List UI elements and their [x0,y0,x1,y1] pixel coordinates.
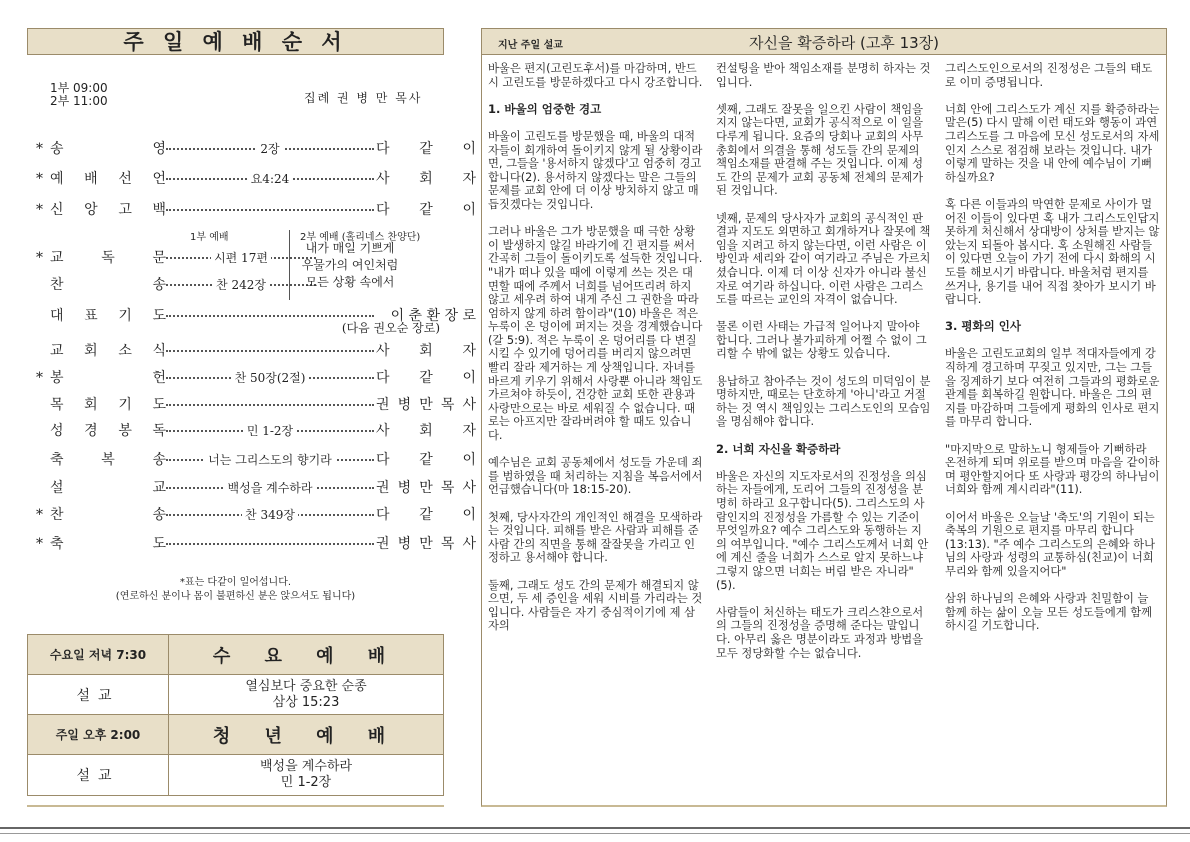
standing-note-line: *표는 다같이 일어섭니다. [179,577,292,588]
sermon-paragraph: 첫째, 당사자간의 개인적인 해결을 모색하라는 것입니다. 피해를 받은 사람과 피해를 준 사람 간의 직면을 통해 잘잘못을 가리고 인정하고 용서해야 합니다. [488,510,703,565]
sermon-title: 자신을 확증하라 (고후 13장) [749,34,939,52]
sermon-column-2 [716,62,931,674]
sermon-paragraph: 바울은 편지(고린도후서)를 마감하며, 반드시 고린도를 방문하겠다고 다시 강조합니다. [488,62,703,89]
order-item-leader: 이 춘 환 장 로 [390,308,476,324]
wednesday-title: 수 요 예 배 [212,645,400,667]
praise-song: 우물가의 여인처럼 [301,258,399,272]
wednesday-sermon-row [28,675,443,715]
standing-marker: * [36,171,43,187]
order-item-leader: 다 같 이 [376,202,476,218]
praise-song: 내가 매일 기쁘게 [305,241,395,255]
order-item-leader: 사 회 자 [376,171,476,187]
order-item-label: 송 영 [50,141,166,157]
leader-dots [166,350,374,352]
order-item-value: 시편 17편 [211,251,271,265]
standing-note-line: (연로하신 분이나 몸이 불편하신 분은 앉으셔도 됩니다) [115,591,356,602]
order-item-detail [166,506,374,524]
order-item-label: 찬 송 [50,507,166,523]
sermon-column-3 [945,62,1160,647]
standing-marker: * [36,370,43,386]
order-row [36,422,476,440]
order-item-detail [166,201,374,219]
order-item-value: 찬 349장 [242,508,298,522]
sermon-column-1 [488,62,703,647]
order-item-label: 성 경 봉 독 [50,423,166,439]
order-item-label: 설 교 [50,480,166,496]
praise-songs [290,240,410,291]
order-row [36,396,476,414]
order-item-leader: 다 같 이 [376,452,476,468]
first-service-time: 1부 09:00 [50,81,108,95]
order-item-label: 목 회 기 도 [50,397,166,413]
second-service-label: 2부 예배 (홀리네스 찬양단) [300,232,421,243]
divider [0,827,1190,829]
leader-dots [166,543,374,545]
order-item-detail [166,342,374,360]
divider [27,805,444,807]
sermon-paragraph: 컨설팅을 받아 책임소재를 분명히 하자는 것입니다. [716,62,931,89]
order-item-label: 교 독 문 [50,250,166,266]
order-row [36,369,476,387]
second-service-time: 2부 11:00 [50,94,108,108]
order-item-value: 찬 50장(2절) [232,371,309,385]
sermon-paragraph: 둘째, 그래도 성도 간의 문제가 해결되지 않으면, 두 세 증인을 세워 시비를 가리라는 것입니다. 사람들은 자기 중심적이기에 제 삼자의 [488,578,703,633]
order-item-detail [166,170,374,188]
presider: 집례 권 병 만 목사 [304,91,423,105]
leader-dots [166,404,374,406]
order-item-leader: 사 회 자 [376,423,476,439]
youth-sermon-row [28,755,443,795]
order-item-detail [166,535,374,553]
standing-marker: * [36,141,43,157]
order-item-detail [166,140,374,158]
order-item-label: 축 복 송 [50,452,166,468]
sermon-paragraph: 바울이 고린도를 방문했을 때, 바울의 대적자들이 회개하여 돌이키지 않게 될 상황이라면, 그들을 '용서하지 않겠다'고 엄중히 경고합니다(2). 용서하지 않겠다는 말은 그들의 문제를 교회 안에 더 이상 방치하지 않고 매듭짓겠다는 것입니다. [488,129,703,211]
standing-marker: * [36,202,43,218]
order-title: 주 일 예 배 순 서 [27,28,444,55]
order-row [36,201,476,219]
wednesday-sermon-verse: 삼상 15:23 [272,694,340,710]
order-item-leader: 권 병 만 목 사 [376,536,476,552]
standing-marker: * [36,250,43,266]
order-item-leader: 권 병 만 목 사 [376,397,476,413]
order-item-leader: 다 같 이 [376,507,476,523]
sermon-paragraph: 물론 이런 사태는 가급적 일어나지 말아야 합니다. 그러나 불가피하게 어쩔 수 없이 그리할 수 밖에 없는 상황도 있습니다. [716,320,927,361]
order-item-detail [166,422,374,440]
order-row [36,170,476,188]
order-row [36,535,476,553]
youth-sermon [169,755,443,795]
wednesday-sermon [169,675,443,714]
divider [0,833,1190,834]
youth-sermon-verse: 민 1-2장 [280,775,332,790]
order-item-leader: 사 회 자 [376,343,476,359]
order-row [36,506,476,524]
order-item-value: 민 1-2장 [244,424,296,438]
order-item-value: 찬 242장 [213,278,269,292]
first-service-label: 1부 예배 [190,232,229,243]
order-row [36,479,476,497]
order-item-value: 백성을 계수하라 [225,481,316,495]
sermon-tag: 지난 주일 설교 [498,40,563,51]
sermon-heading: 3. 평화의 인사 [945,319,1021,334]
sermon-paragraph: 이어서 바울은 오늘날 '축도'의 기원이 되는 축복의 기원으로 편지를 마무리 합니다(13:13). "주 예수 그리스도의 은혜와 하나님의 사랑과 성령의 교통하심(친교)이 너희 무리와 함께 있을지어다" [945,510,1155,578]
order-item-label: 교 회 소 식 [50,343,166,359]
sermon-paragraph: 용납하고 참아주는 것이 성도의 미덕임이 분명하지만, 때로는 단호하게 '아니'라고 거절하는 것 역시 책임있는 그리스도인의 모습임을 명심해야 합니다. [716,374,931,429]
sermon-heading: 2. 너희 자신을 확증하라 [716,441,841,456]
sermon-paragraph: 너희 안에 그리스도가 계신 지를 확증하라는 말은(5) 다시 말해 이런 태도와 행동이 과연 그리스도를 그 마음에 모신 성도로서의 자세인지 스스로 점검해 보라는 것입니다. 내가 이렇게 말하는 것을 내 안에 예수님이 기뻐하실까요? [945,102,1160,184]
wednesday-header-row [28,635,443,675]
sermon-paragraph: 사람들이 처신하는 태도가 크리스챤으로서의 그들의 진정성을 증명해 준다는 말입니다. 아무리 옳은 명분이라도 과정과 방법을 모두 정당화할 수는 없습니다. [716,605,924,660]
order-item-value: 너는 그리스도의 향기라 [205,453,335,467]
sermon-paragraph: 셋째, 그래도 잘못을 일으킨 사람이 책임을 지지 않는다면, 교회가 공식적으로 이 일을 다루게 됩니다. 요즘의 당회나 교회의 사무총회에서 의결을 통해 성도들 간의 문제의 책임소재를 판결해 주는 것입니다. 이제 성도 간의 문제가 교회 공동체 전체의 문제가 된 것입니다. [716,102,924,198]
service-times [50,82,108,108]
order-item-leader: 다 같 이 [376,141,476,157]
order-item-label: 신 앙 고 백 [50,202,166,218]
order-item-label: 찬 송 [50,277,166,293]
sermon-paragraph: "마지막으로 말하노니 형제들아 기뻐하라 온전하게 되며 위로를 받으며 마음을 같이하며 평안할지어다 또 사랑과 평강의 하나님이 너희와 함께 계시리라"(11). [945,442,1160,497]
order-item-detail [166,369,374,387]
order-item-label: 축 도 [50,536,166,552]
youth-title: 청 년 예 배 [212,725,400,747]
youth-time: 주일 오후 2:00 [28,715,169,754]
leader-dots [166,209,374,211]
order-item-label: 대 표 기 도 [50,308,166,324]
sermon-paragraph: 바울은 자신의 지도자로서의 진정성을 의심하는 자들에게, 도리어 그들의 진정성을 분명히 하라고 요구합니다(5). 그리스도의 사람인지의 진정성을 가름할 수 있는 기준이 무엇일까요? 예수 그리스도와 동행하는 지의 여부입니다. "예수 그리스도께서 너희 안에 계신 줄을 너희가 스스로 알지 못하느냐 그렇지 않으면 너희는 버림 받은 자니라"(5). [716,469,929,592]
standing-marker: * [36,507,43,523]
order-row [36,140,476,158]
order-item-label: 예 배 선 언 [50,171,166,187]
order-item-value: 2장 [257,142,282,156]
sermon-paragraph: 그리스도인으로서의 진정성은 그들의 태도로 이미 증명됩니다. [945,62,1153,89]
order-item-leader: 다 같 이 [376,370,476,386]
leader-dots [166,315,374,317]
sermon-paragraph: 그러나 바울은 그가 방문했을 때 극한 상황이 발생하지 않길 바라기에 긴 편지를 써서 간곡히 그들이 돌이키도록 설득한 것입니다. "내가 떠나 있을 때에 이렇게 쓰는 것은 대면할 때에 주께서 너희를 넘어뜨리려 하지 않고 세우려 하여 내게 주신 그 권한을 따라 엄하지 않게 하려 함이라"(10) 바울은 적은 누룩이 온 덩이에 퍼지는 것을 경계했습니다(갈 5:9). 적은 누룩이 온 덩어리를 다 변질시킬 수 있기에 덩어리를 버리지 않으려면 빨리 잘라 제거하는 게 상책입니다. 자녀를 바르게 키우기 위해서 사랑뿐 아니라 책임도 가르쳐야 하듯이, 건강한 교회 또한 관용과 사랑만으로는 바로 세워질 수 없습니다. 때로는 아프지만 잘라버려야 할 때도 있습니다. [488,225,703,443]
order-item-detail [166,396,374,414]
order-item-detail [166,451,374,469]
other-services-table [27,634,444,796]
sermon-paragraph: 혹 다른 이들과의 막연한 문제로 사이가 멀어진 이들이 있다면 혹 내가 그리스도인답지 못하게 처신해서 상대방이 상처를 받지는 않았는지 되돌아 봅시다. 혹 소원해진 사람들이 있다면 오늘이 가기 전에 다시 화해의 시도를 해보시기 바랍니다. 바울처럼 편지를 쓰거나, 용기를 내어 직접 찾아가 보시기 바랍니다. [945,197,1160,307]
youth-sermon-label: 설교 [28,755,169,795]
wednesday-time: 수요일 저녁 7:30 [28,635,169,674]
sermon-paragraph: 예수님은 교회 공동체에서 성도들 가운데 죄를 범하였을 때 처리하는 지침을 복음서에서 언급했습니다(마 18:15-20). [488,456,703,497]
wednesday-sermon-title: 열심보다 중요한 순종 [245,678,367,694]
standing-marker: * [36,536,43,552]
sermon-paragraph: 삼위 하나님의 은혜와 사랑과 친밀함이 늘 함께 하는 삶이 오늘 모든 성도들에게 함께 하시길 기도합니다. [945,592,1153,633]
wednesday-sermon-label: 설교 [28,675,169,714]
youth-sermon-title: 백성을 계수하라 [259,759,353,774]
order-item-detail [166,479,374,497]
standing-note [27,576,444,604]
praise-song: 모든 상황 속에서 [305,275,395,289]
sermon-paragraph: 바울은 고린도교회의 일부 적대자들에게 강직하게 경고하며 꾸짖고 있지만, 그는 그들을 징계하기 보다 여전히 그들과의 평화로운 관계를 회복하길 원합니다. 바울은 그의 편지를 마감하며 그들에게 평화의 인사로 편지를 마무리 합니다. [945,347,1160,429]
sermon-paragraph: 넷째, 문제의 당사자가 교회의 공식적인 판결과 지도도 외면하고 회개하거나 잘못에 책임을 지려고 하지 않는다면, 이런 사람은 이방인과 세리와 같이 여기라고 주님은 가르치셨습니다. 이제 더 이상 신자가 아니라 불신자로 여기라 하십니다. 이런 사람은 그리스도를 따르는 교인의 자격이 없습니다. [716,211,931,307]
youth-header-row [28,715,443,755]
sermon-heading: 1. 바울의 엄중한 경고 [488,101,602,116]
order-item-leader: 권 병 만 목 사 [376,480,476,496]
next-prayer-note: (다음 권오순 장로) [341,321,440,335]
order-item-value: 요4:24 [248,172,293,186]
order-row [36,451,476,469]
order-item-label: 봉 헌 [50,370,166,386]
sermon-header [481,28,1167,55]
order-row [36,342,476,360]
